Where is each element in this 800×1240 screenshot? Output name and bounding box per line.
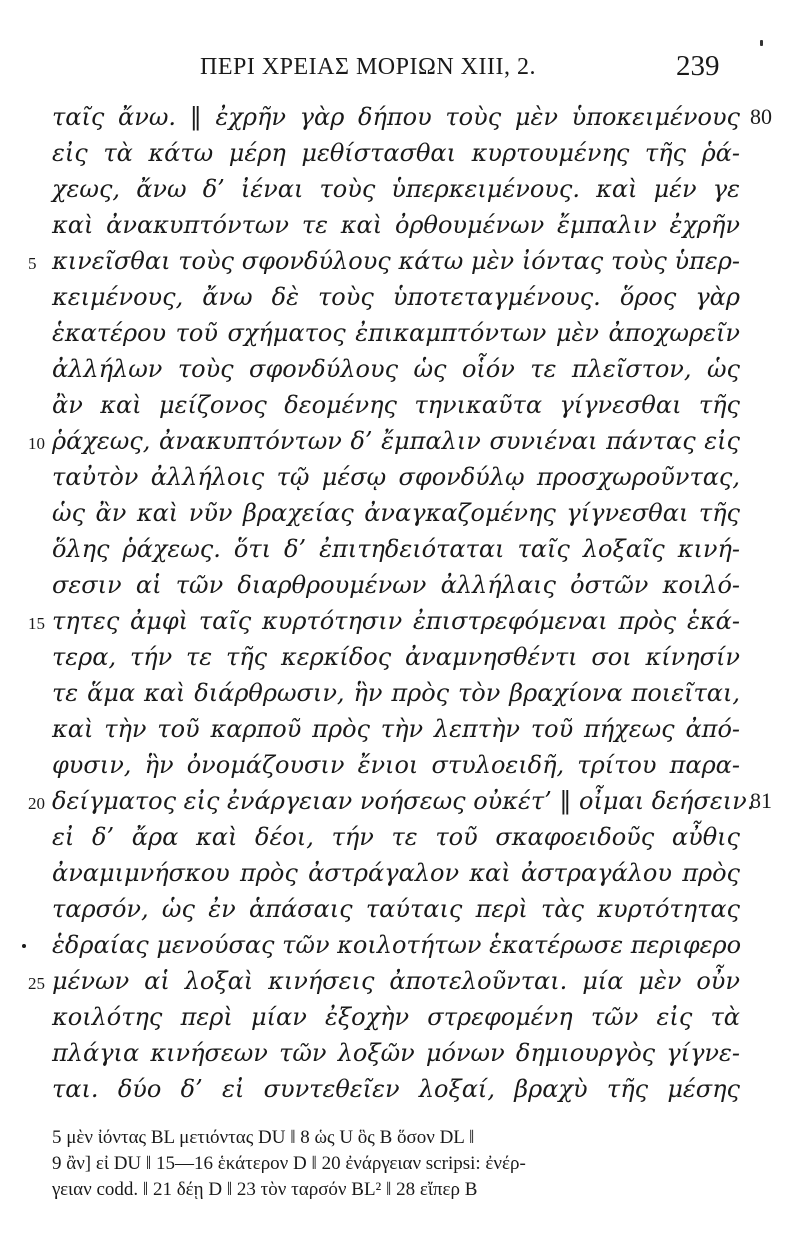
line-text: εἰ δ’ ἄρα καὶ δέοι, τήν τε τοῦ σκαφοειδοῦς αὖθις bbox=[52, 823, 740, 851]
line-text: ἀλλήλων τοὺς σφονδύλους ὡς οἷόν τε πλεῖστον, ὡς bbox=[52, 355, 740, 383]
text-line bbox=[0, 244, 800, 280]
text-line bbox=[0, 784, 800, 820]
line-number: 15 bbox=[28, 614, 45, 633]
line-text: τε ἅμα καὶ διάρθρωσιν, ἣν πρὸς τὸν βραχίονα ποιεῖται, bbox=[52, 679, 740, 707]
text-line bbox=[0, 136, 800, 172]
text-line bbox=[0, 568, 800, 604]
text-line bbox=[0, 1072, 800, 1108]
text-line bbox=[0, 208, 800, 244]
text-line bbox=[0, 640, 800, 676]
text-line bbox=[0, 820, 800, 856]
text-line bbox=[0, 604, 800, 640]
text-line bbox=[0, 928, 800, 964]
line-number: 20 bbox=[28, 794, 45, 813]
line-text: καὶ τὴν τοῦ καρποῦ πρὸς τὴν λεπτὴν τοῦ πήχεως ἀπό- bbox=[52, 715, 740, 743]
footnote-line: 9 ἂν] εἰ DU ‖ 15—16 ἑκάτερον D ‖ 20 ἐνάργειαν scripsi: ἐνέρ- bbox=[52, 1153, 526, 1174]
line-text: ῥάχεως, ἀνακυπτόντων δ’ ἔμπαλιν συνιέναι πάντας εἰς bbox=[52, 427, 740, 455]
text-line bbox=[0, 676, 800, 712]
line-text: τερα, τήν τε τῆς κερκίδος ἀναμνησθέντι σοι κίνησίν bbox=[52, 643, 740, 671]
page-number: 239 bbox=[676, 50, 720, 82]
footnote-line: γειαν codd. ‖ 21 δέῃ D ‖ 23 τὸν ταρσόν BL² ‖ 28 εἴπερ B bbox=[52, 1179, 478, 1200]
text-line bbox=[0, 1000, 800, 1036]
margin-dot bbox=[22, 944, 26, 948]
paper-speck bbox=[760, 40, 763, 46]
line-text: δείγματος εἰς ἐνάργειαν νοήσεως οὐκέτ’ ‖ οἶμαι δεήσειν. bbox=[52, 787, 755, 815]
line-text: σεσιν αἱ τῶν διαρθρουμένων ἀλλήλαις ὀστῶν κοιλό- bbox=[52, 571, 740, 599]
line-text: κινεῖσθαι τοὺς σφονδύλους κάτω μὲν ἰόντας τοὺς ὑπερ- bbox=[52, 247, 740, 275]
line-text: ται. δύο δ’ εἰ συντεθεῖεν λοξαί, βραχὺ τῆς μέσης bbox=[52, 1075, 740, 1103]
line-text: φυσιν, ἣν ὀνομάζουσιν ἔνιοι στυλοειδῆ, τρίτου παρα- bbox=[52, 751, 740, 779]
line-text: μένων αἱ λοξαὶ κινήσεις ἀποτελοῦνται. μία μὲν οὖν bbox=[52, 967, 740, 995]
line-text: χεως, ἄνω δ’ ἰέναι τοὺς ὑπερκειμένους. καὶ μέν γε bbox=[52, 175, 740, 203]
line-number: 5 bbox=[28, 254, 37, 273]
line-text: ταὐτὸν ἀλλήλοις τῷ μέσῳ σφονδύλῳ προσχωροῦντας, bbox=[52, 463, 740, 491]
line-text: τητες ἀμφὶ ταῖς κυρτότησιν ἐπιστρεφόμεναι πρὸς ἑκά- bbox=[52, 607, 740, 635]
text-line bbox=[0, 100, 800, 136]
text-line bbox=[0, 532, 800, 568]
margin-reference: 81 bbox=[750, 788, 772, 813]
text-line bbox=[0, 280, 800, 316]
line-text: καὶ ἀνακυπτόντων τε καὶ ὀρθουμένων ἔμπαλιν ἐχρῆν bbox=[52, 211, 740, 239]
running-title: ΠΕΡΙ ΧΡΕΙΑΣ ΜΟΡΙΩΝ XIII, 2. bbox=[200, 54, 536, 80]
text-line bbox=[0, 892, 800, 928]
text-line bbox=[0, 964, 800, 1000]
line-text: κοιλότης περὶ μίαν ἐξοχὴν στρεφομένη τῶν εἰς τὰ bbox=[52, 1003, 740, 1031]
text-line bbox=[0, 352, 800, 388]
line-text: ἑδραίας μενούσας τῶν κοιλοτήτων ἑκατέρωσε περιφερο bbox=[52, 931, 742, 959]
line-text: ὅλης ῥάχεως. ὅτι δ’ ἐπιτηδειόταται ταῖς λοξαῖς κινή- bbox=[52, 535, 740, 563]
line-text: ταῖς ἄνω. ‖ ἐχρῆν γὰρ δήπου τοὺς μὲν ὑποκειμένους bbox=[52, 103, 740, 131]
text-line bbox=[0, 748, 800, 784]
text-line bbox=[0, 172, 800, 208]
text-line bbox=[0, 856, 800, 892]
line-text: ἂν καὶ μείζονος δεομένης τηνικαῦτα γίγνεσθαι τῆς bbox=[52, 391, 740, 419]
text-line bbox=[0, 496, 800, 532]
line-text: κειμένους, ἄνω δὲ τοὺς ὑποτεταγμένους. ὅρος γὰρ bbox=[52, 283, 740, 311]
text-line bbox=[0, 712, 800, 748]
line-number: 10 bbox=[28, 434, 45, 453]
text-line bbox=[0, 424, 800, 460]
text-line bbox=[0, 460, 800, 496]
text-line bbox=[0, 1036, 800, 1072]
text-line bbox=[0, 388, 800, 424]
margin-reference: 80 bbox=[750, 104, 772, 129]
line-text: πλάγια κινήσεων τῶν λοξῶν μόνων δημιουργὸς γίγνε- bbox=[52, 1039, 740, 1067]
line-text: ἑκατέρου τοῦ σχήματος ἐπικαμπτόντων μὲν ἀποχωρεῖν bbox=[52, 319, 740, 347]
text-line bbox=[0, 316, 800, 352]
line-text: εἰς τὰ κάτω μέρη μεθίστασθαι κυρτουμένης τῆς ῥά- bbox=[52, 139, 740, 167]
line-number: 25 bbox=[28, 974, 45, 993]
line-text: ταρσόν, ὡς ἐν ἁπάσαις ταύταις περὶ τὰς κυρτότητας bbox=[52, 895, 740, 923]
footnote-line: 5 μὲν ἰόντας BL μετιόντας DU ‖ 8 ὡς U ὃς B ὅσον DL ‖ bbox=[52, 1127, 475, 1148]
line-text: ὡς ἂν καὶ νῦν βραχείας ἀναγκαζομένης γίγνεσθαι τῆς bbox=[52, 499, 740, 527]
running-header bbox=[0, 50, 800, 90]
line-text: ἀναμιμνήσκου πρὸς ἀστράγαλον καὶ ἀστραγάλου πρὸς bbox=[52, 859, 740, 887]
